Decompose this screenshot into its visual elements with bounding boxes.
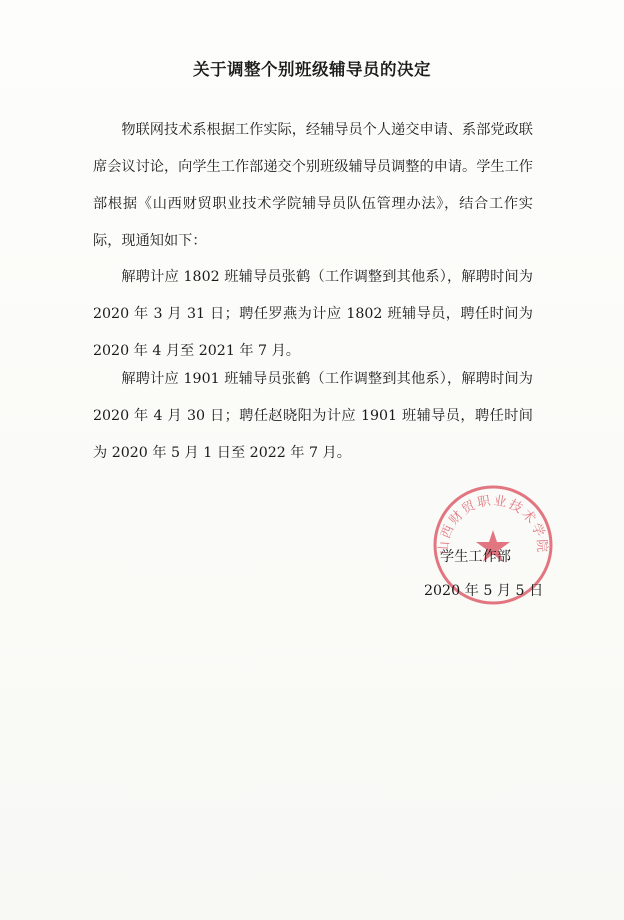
paragraph-intro: 物联网技术系根据工作实际，经辅导员个人递交申请、系部党政联席会议讨论，向学生工作部递交个别班级辅导员调整的申请。学生工作部根据《山西财贸职业技术学院辅导员队伍管理办法》，结合工作实际，现通知如下： — [93, 122, 533, 249]
signature-department: 学生工作部 — [440, 549, 511, 565]
seal-text: 山西财贸职业技术学院 — [436, 493, 550, 555]
document-title: 关于调整个别班级辅导员的决定 — [193, 60, 431, 79]
paragraph-class-1901: 解聘计应 1901 班辅导员张鹤（工作调整到其他系），解聘时间为 2020 年 4 月 30 日；聘任赵晓阳为计应 1901 班辅导员，聘任时间为 2020 年 5 月 1 日至 2022 年 7 月。 — [93, 371, 533, 461]
signature-date: 2020 年 5 月 5 日 — [424, 583, 544, 599]
paragraph-class-1802: 解聘计应 1802 班辅导员张鹤（工作调整到其他系），解聘时间为 2020 年 3 月 31 日；聘任罗燕为计应 1802 班辅导员，聘任时间为 2020 年 4 月至 2021 年 7 月。 — [93, 269, 533, 359]
